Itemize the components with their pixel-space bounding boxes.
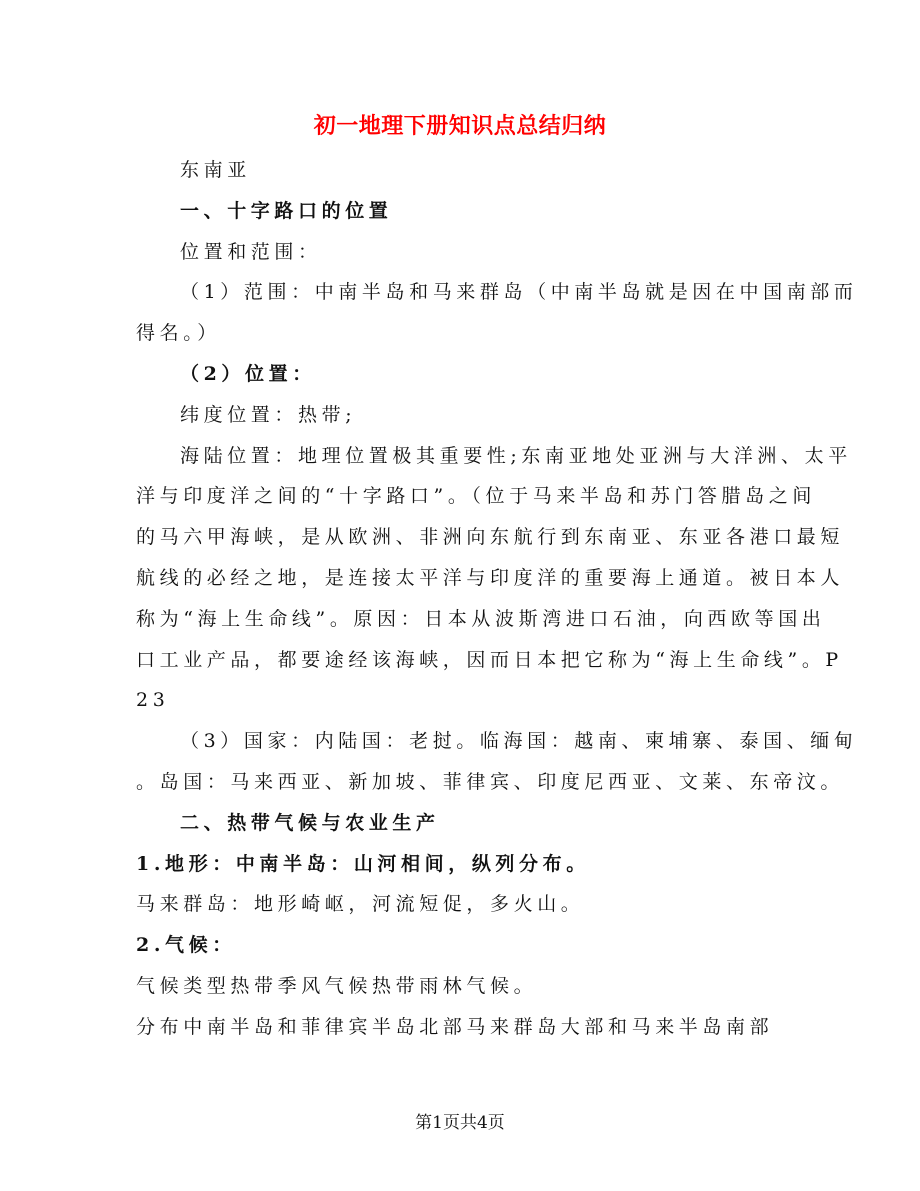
document-title: 初一地理下册知识点总结归纳 xyxy=(313,113,607,139)
paragraph-sea-land-position: 海陆位置：地理位置极其重要性;东南亚地处亚洲与大洋洲、太平 洋与印度洋之间的“十字路口”。（位于马来半岛和苏门答腊岛之间 的马六甲海峡，是从欧洲、非洲向东航行到东南亚、东亚各港口最短 航线的必经之地，是连接太平洋与印度洋的重要海上通道。被日本人 称为“海上生命线”。原因：日本从波斯湾进口石油，向西欧等国出 口工业产品，都要途经该海峡，因而日本把它称为“海上生命线”。P 23 xyxy=(136,444,852,712)
paragraph-scope: （1）范围：中南半岛和马来群岛（中南半岛就是因在中国南部而 得名。） xyxy=(136,281,858,345)
paragraph-position-and-scope-label: 位置和范围： xyxy=(180,240,322,263)
paragraph-region-name: 东南亚 xyxy=(180,159,251,181)
subheading-position: （2）位置： xyxy=(180,362,316,385)
document-body xyxy=(136,150,858,1048)
subheading-climate: 2.气候： xyxy=(136,934,236,957)
paragraph-countries: （3）国家：内陆国：老挝。临海国：越南、柬埔寨、泰国、缅甸 。岛国：马来西亚、新加坡、菲律宾、印度尼西亚、文莱、东帝汶。 xyxy=(136,730,858,793)
page-indicator: 第1页共4页 xyxy=(415,1113,505,1133)
paragraph-climate-distribution: 分布中南半岛和菲律宾半岛北部马来群岛大部和马来半岛南部 xyxy=(136,1015,774,1038)
paragraph-climate-types: 气候类型热带季风气候热带雨林气候。 xyxy=(136,974,538,997)
paragraph-malay-archipelago-terrain: 马来群岛：地形崎岖，河流短促，多火山。 xyxy=(136,893,585,916)
paragraph-latitude-position: 纬度位置：热带; xyxy=(180,403,357,426)
section-heading-tropical-climate-agriculture: 二、热带气候与农业生产 xyxy=(180,811,440,834)
subheading-terrain: 1.地形：中南半岛：山河相间，纵列分布。 xyxy=(136,852,590,875)
section-heading-crossroads-position: 一、十字路口的位置 xyxy=(180,199,393,222)
